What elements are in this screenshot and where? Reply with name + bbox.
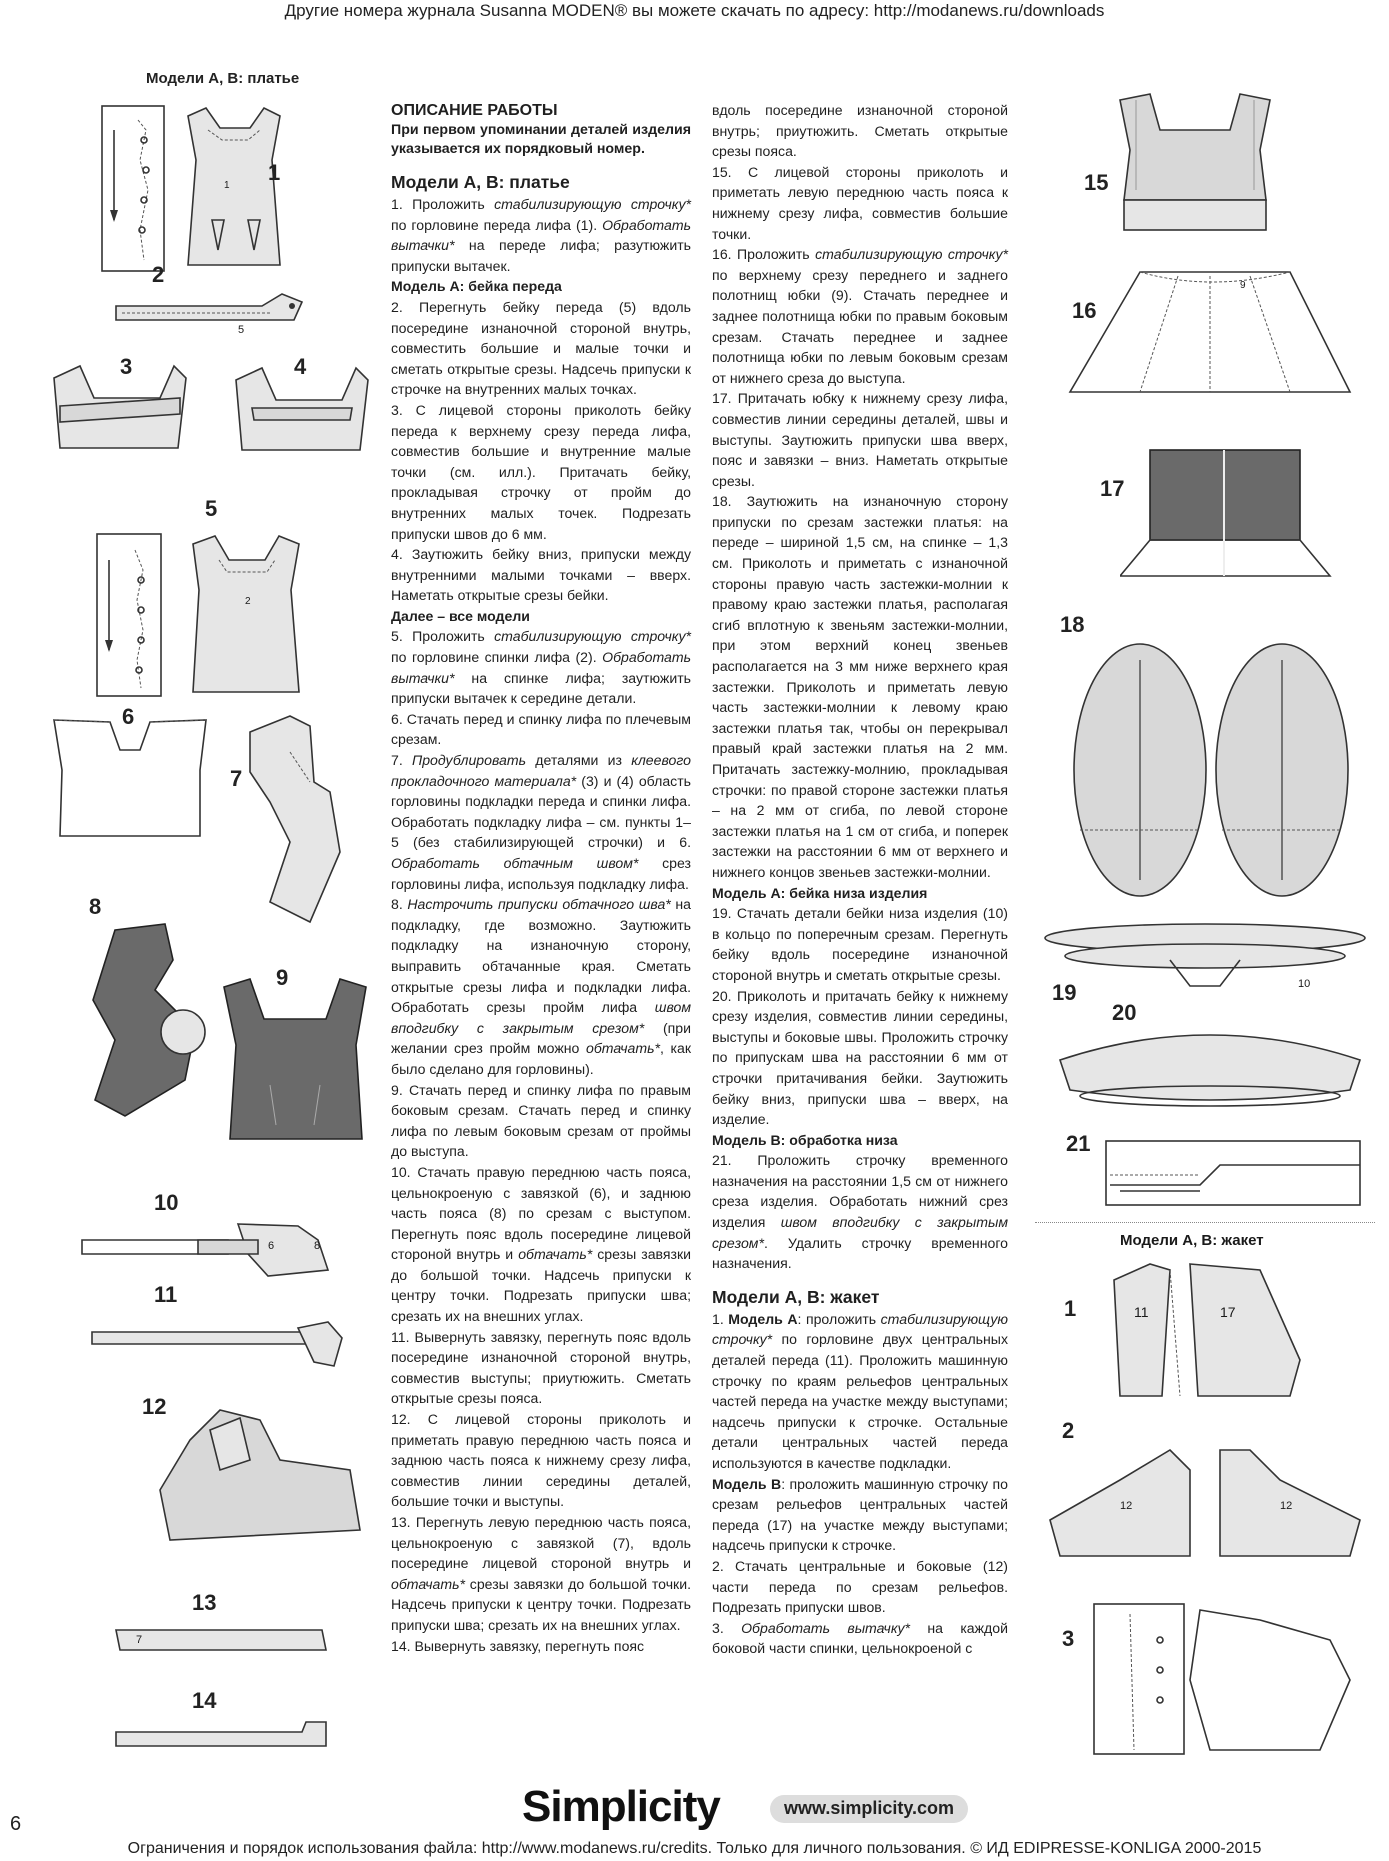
jacket-figure-2 [1040,1418,1370,1560]
section-divider [1035,1222,1375,1223]
figure-number: 15 [1084,170,1109,195]
figure-18 [1060,612,1360,900]
figure-number: 1 [1064,1296,1077,1321]
step-17: 17. Притачать юбку к нижнему срезу лифа, совместив линии середины деталей, швы и выступы. Заутюжить припуски шва вверх, пояс и завязки – вниз. Наметать открытые срезы. [712,390,1008,489]
figure-5 [95,496,335,700]
jacket-figure-3 [1062,1600,1360,1760]
top-download-notice: Другие номера журнала Susanna MODEN® вы можете скачать по адресу: http://modanews.ru/downloads [284,1,1105,20]
figure-15 [1084,90,1280,240]
figure-1 [100,100,330,275]
figure-number: 9 [276,965,289,990]
all-models-heading: Далее – все модели [391,607,530,624]
figure-inner-label: 12 [1120,1500,1133,1512]
step-14: 14. Вывернуть завязку, перегнуть пояс [391,1637,645,1654]
figure-6 [50,704,210,840]
figure-19 [1040,920,1370,1005]
figure-number: 14 [192,1688,217,1713]
figure-number: 7 [230,766,243,791]
step-20: 20. Приколоть и притачать бейку к нижнему срезу изделия, совместив линии середины, выступы и боковые швы. Проложить строчку по припускам шва на расстоянии 6 мм от строчки притачивания бейки. Заутюжить бейку вниз, припуски шва – вверх, на изделие. [712,987,1008,1128]
dress-heading: Модели А, В: платье [391,172,570,192]
step-15: 15. С лицевой стороны приколоть и приметать левую переднюю часть пояса к нижнему срезу лифа, совместив большие точки. [712,163,1008,242]
figure-number: 3 [120,354,133,379]
step-5: 5. Проложить стабилизирующую строчку* по горловине спинки лифа (2). Обработать вытачки* на спинке лифа; заутюжить припуски вытачек к середине детали. [391,628,692,707]
figure-number: 17 [1100,476,1125,501]
step-1: 1. Проложить стабилизирующую строчку* по горловине переда лифа (1). Обработать вытачки* на переде лифа; разутюжить припуски вытачек. [391,196,691,274]
step-6: 6. Стачать перед и спинку лифа по плечевым срезам. [391,710,691,748]
step-14-cont: вдоль посередине изнаночной стороной внутрь; приутюжить. Сметать открытые срезы пояса. [712,102,1008,160]
figure-number: 3 [1062,1626,1075,1651]
figure-number: 1 [268,160,281,185]
step-8: 8. Настрочить припуски обтачного шва* на подкладку, где возможно. Заутюжить подкладку на изнаночную сторону, выправить обтачанные края. Сметать открытые срезы лифа и подкладки лифа. Обработать срезы пройм лифа швом вподгибку с закрытым срезом* (при желании срез пройм можно обтачать*, как было сделано для горловины). [391,896,692,1077]
figure-number: 2 [152,262,165,287]
step-2: 2. Перегнуть бейку переда (5) вдоль посередине изнаночной стороной внутрь, совместить большие и малые точки и сметать открытые срезы. Надсечь припуски к строчке на внутренних малых точках. [391,298,691,398]
step-10: 10. Стачать правую переднюю часть пояса, цельнокроеную с завязкой (6), и заднюю часть пояса (8) по срезам с выступом. Перегнуть пояс вдоль посередине лицевой стороной внутрь и обтачать* срезы завязки до большой точки. Надсечь припуски к центру точки. Подрезать припуски шва; срезать их на внешних углах. [391,1163,691,1325]
figure-16 [1060,262,1360,412]
page-number: 6 [10,1813,22,1835]
figure-number: 6 [122,704,135,729]
hem-b-heading: Модель В: обработка низа [712,1131,898,1148]
figure-number: 13 [192,1590,217,1615]
figure-8 [85,894,215,1120]
text-column-2 [712,100,1008,1659]
figure-number: 4 [294,354,307,379]
figure-inner-label: 1 [224,180,230,191]
figure-21 [1066,1131,1370,1215]
figure-number: 11 [154,1282,178,1307]
figure-number: 2 [1062,1418,1075,1443]
instructions-intro: При первом упоминании деталей изделия указывается их порядковый номер. [391,122,691,157]
figure-inner-label: 8 [314,1240,321,1252]
jacket-step-3: 3. Обработать вытачку* на каждой боковой части спинки, цельнокроеной с [712,1619,1008,1657]
step-21: 21. Проложить строчку временного назначения на расстоянии 1,5 см от нижнего среза изделия. Обработать нижний срез изделия швом вподгибку с закрытым срезом*. Удалить строчку временного назначения. [712,1152,1008,1272]
figure-4 [232,354,372,460]
text-column-1 [391,100,691,1656]
model-a-heading: Модель А: бейка переда [391,278,562,295]
figure-number: 16 [1072,298,1097,323]
figure-7 [230,712,360,932]
instructions-title: ОПИСАНИЕ РАБОТЫ [391,102,558,119]
figure-number: 18 [1060,612,1085,637]
figure-inner-label: 7 [136,1634,143,1646]
figure-9 [220,965,370,1145]
figure-inner-label: 12 [1280,1500,1293,1512]
jacket-step-1b: Модель В: проложить машинную строчку по срезам рельефов центральных частей переда (17) на участке между выступами; надсечь припуски к строчке. [712,1475,1008,1554]
step-18: 18. Заутюжить на изнаночную сторону припуски по срезам застежки платья: на переде – шириной 1,5 см, на спинке – 1,3 см. Приколоть и приметать с изнаночной стороны правую часть застежки-молнии к правому краю застежки платья, располагая сгиб вплотную к звеньям застежки-молнии, при этом верхний конец звеньев располагается на 3 мм ниже верхнего края застежки. Приколоть и приметать левую часть застежки-молнии к левому краю застежки платья так, чтобы он перекрывал правый край застежки платья на 2 мм. Притачать застежку-молнию, прокладывая строчки: по правой стороне застежки платья – на 2 мм от сгиба, по левой стороне застежки платья на 1 см от сгиба, и поперек застежки на расстоянии 6 мм от верхнего и нижнего концов звеньев застежки-молнии. [712,493,1008,880]
figure-inner-label: 5 [238,324,245,336]
figure-2 [112,262,312,340]
step-13: 13. Перегнуть левую переднюю часть пояса, цельнокроеную с завязкой (7), вдоль посередине лицевой стороной внутрь и обтачать* срезы завязки до большой точки. Надсечь припуски к центру точки. Подрезать припуски шва; срезать их на внешних углах. [391,1514,691,1633]
figure-number: 10 [154,1190,179,1215]
simplicity-url[interactable]: www.simplicity.com [770,1795,968,1823]
figure-number: 20 [1112,1000,1137,1025]
simplicity-logo: Simplicity [522,1782,720,1831]
figure-17 [1100,440,1340,580]
bottom-copyright-notice: Ограничения и порядок использования файла: http://www.modanews.ru/credits. Только для личного пользования. © ИД EDIPRESSE-KONLIGA 2000-2015 [127,1840,1262,1857]
jacket-step-1: 1. Модель А: проложить стабилизирующую строчку* по горловине двух центральных деталей переда (11). Проложить машинную строчку по краям рельефов центральных частей переда на участке между выступами; надсечь припуски к строчке. Остальные детали центральных частей переда используются в качестве подкладки. [712,1310,1008,1471]
figure-13 [112,1590,332,1660]
figure-inner-label: 2 [245,596,251,607]
jacket-section-head: Модели А, В: жакет [1120,1232,1264,1249]
figure-number: 5 [205,496,218,521]
figure-12 [142,1394,370,1550]
step-12: 12. С лицевой стороны приколоть и приметать правую переднюю часть пояса и заднюю часть пояса к нижнему срезу лифа, совместив линии середины деталей, большие точки и выступы. [391,1411,691,1510]
jacket-figure-1 [1064,1260,1310,1400]
step-11: 11. Вывернуть завязку, перегнуть пояс вдоль посередине изнаночной стороной внутрь, совместив выступы; приутюжить. Сметать открытые срезы пояса. [391,1328,691,1407]
figure-number: 19 [1052,980,1077,1005]
figure-20 [1050,1000,1370,1110]
step-19: 19. Стачать детали бейки низа изделия (10) в кольцо по поперечным срезам. Перегнуть бейку вдоль посередине изнаночной стороной внутрь и сметать открытые срезы. [712,905,1008,983]
jacket-step-2: 2. Стачать центральные и боковые (12) части переда по срезам рельефов. Подрезать припуски швов. [712,1557,1008,1616]
figure-10 [78,1190,338,1280]
left-section-head: Модели А, В: платье [146,70,300,87]
step-7: 7. Продублировать деталями из клеевого прокладочного материала* (3) и (4) область горловины подкладки переда и спинки лифа. Обработать подкладку лифа – см. пункты 1–5 (без стабилизирующей строчки) и 6. Обработать обтачным швом* срез горловины лифа, используя подкладку лифа. [391,752,692,892]
figure-inner-label: 11 [1134,1304,1149,1320]
jacket-heading: Модели А, В: жакет [712,1286,880,1307]
figure-11 [88,1282,348,1378]
figure-inner-label: 6 [268,1240,275,1252]
figure-inner-label: 17 [1220,1304,1236,1320]
step-3: 3. С лицевой стороны приколоть бейку переда к верхнему срезу переда лифа, совместив большие и внутренние малые точки (см. илл.). Притачать бейку, прокладывая строчку от пройм до внутренних малых точек. Подрезать припуски швов до 6 мм. [391,401,691,542]
figure-inner-label: 9 [1240,280,1246,291]
figure-inner-label: 10 [1298,978,1311,990]
step-4: 4. Заутюжить бейку вниз, припуски между внутренними малыми точками – вверх. Наметать открытые срезы бейки. [391,546,691,604]
step-16: 16. Проложить стабилизирующую строчку* по верхнему срезу переднего и заднего полотнищ юбки (9). Стачать переднее и заднее полотнища юбки по правым боковым срезам. Стачать переднее и заднее полотнища юбки по левым боковым срезам от нижнего среза до выступа. [712,246,1008,386]
hem-a-heading: Модель А: бейка низа изделия [712,884,928,901]
figure-14 [112,1688,332,1758]
figure-number: 8 [89,894,102,919]
step-9: 9. Стачать перед и спинку лифа по правым боковым срезам. Стачать перед и спинку лифа по левым боковым срезам от проймы до выступа. [391,1081,691,1160]
figure-number: 12 [142,1394,167,1419]
figure-3 [50,354,190,458]
figure-number: 21 [1066,1131,1091,1156]
